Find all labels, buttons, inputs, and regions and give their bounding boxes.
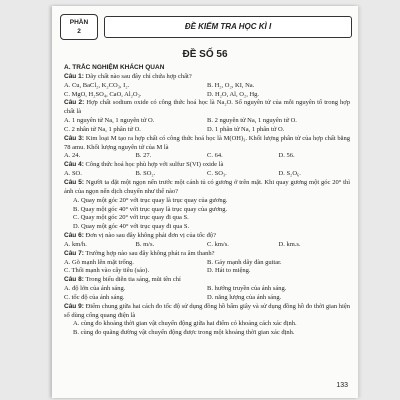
options <box>64 82 350 91</box>
question-9 <box>64 303 350 321</box>
options <box>64 267 350 276</box>
option-a: A. km/h. <box>64 240 87 248</box>
option-b: B. Gảy mạnh dây đàn guitar. <box>207 258 282 266</box>
option-c: C. 2 nhân tử Na, 1 phân tử O. <box>64 125 141 133</box>
question-label: Câu 8: <box>64 276 84 284</box>
question-label: Câu 9: <box>64 302 84 310</box>
options <box>64 152 350 161</box>
option-d: D. H₂O, Al, O₂, Hg. <box>207 90 260 98</box>
question-text: Điểm chung giữa hai cách đo tốc độ sử dụng đồng hồ bấm giây và sử dụng đồng hồ đo thời gian hiện số dùng cổng quang điện là <box>64 302 350 319</box>
question-text: Hợp chất sodium oxide có công thức hoá học là Na₂O. Số nguyên tử của mỗi nguyên tố trong hợp chất là <box>64 99 350 116</box>
option-c: C. MgO, H₂SO₄, CaO, Al₂O₃. <box>64 90 142 98</box>
question-label: Câu 6: <box>64 232 84 240</box>
question-text: Người ta đặt một ngọn nến trước một cánh tủ có gương ở trên mặt. Khi quay gương một góc 20° thì ảnh của ngọn nến dịch chuyển như thế nào? <box>64 178 351 195</box>
option-b: B. 2 nguyên tử Na, 1 nguyên tử O. <box>207 117 297 125</box>
option-d: D. 1 phân tử Na, 1 phân tử O. <box>207 125 285 133</box>
options <box>64 285 350 294</box>
question-6 <box>64 232 350 241</box>
question-2 <box>64 99 350 117</box>
option-a: A. 1 nguyên tử Na, 1 nguyên tử O. <box>64 117 155 125</box>
question-7 <box>64 250 350 259</box>
part-badge <box>60 14 98 40</box>
option-c: C. SO₃. <box>207 170 227 178</box>
option-b: B. m/s. <box>135 240 155 248</box>
option-d: D. Quay một góc 40° với trục quay đi qua S. <box>73 223 190 231</box>
option-d: D. km.s. <box>278 240 301 248</box>
option-d: D. 56. <box>278 152 295 160</box>
option-b: B. cùng đo quãng đường vật chuyển động được trong một khoảng thời gian xác định. <box>73 329 295 337</box>
question-5 <box>64 179 350 197</box>
question-3 <box>64 135 350 153</box>
options <box>64 294 350 303</box>
option-c: C. tốc độ của ánh sáng. <box>64 293 125 301</box>
option-a: A. Quay một góc 20° với trục quay là trục quay của gương. <box>73 196 228 204</box>
question-4 <box>64 161 350 170</box>
option-b: B. SO₂. <box>135 170 156 178</box>
question-text: Dãy chất nào sau đây chỉ chứa hợp chất? <box>85 72 192 80</box>
options <box>64 259 350 268</box>
question-text: Đơn vị nào sau đây không phải đơn vị của tốc độ? <box>85 232 217 240</box>
option-a: A. độ lớn của ánh sáng. <box>64 285 126 293</box>
question-text: Công thức hoá học phù hợp với sulfur S(VI) oxide là <box>85 161 224 169</box>
option-a: A. 24. <box>64 152 81 160</box>
question-text: Trong biểu diễn tia sáng, mũi tên chỉ <box>85 276 181 284</box>
options <box>64 126 350 135</box>
section-title: A. TRẮC NGHIỆM KHÁCH QUAN <box>64 64 165 71</box>
options <box>64 170 350 179</box>
question-text: Kim loại M tạo ra hợp chất có công thức hoá học là M(OH)₃. Khối lượng phân tử của hợp chất bằng 78 amu. Khối lượng nguyên tử của M là <box>64 134 350 151</box>
option-a: A. Gõ mạnh lên mặt trống. <box>64 258 134 266</box>
options <box>64 91 350 100</box>
question-label: Câu 4: <box>64 161 84 169</box>
question-8 <box>64 276 350 285</box>
option-d: D. Hát to miệng. <box>207 267 251 275</box>
option-c: C. 64. <box>207 152 223 160</box>
option-c: C. km/s. <box>207 240 229 248</box>
option-d: D. năng lượng của ánh sáng. <box>207 293 282 301</box>
option-c: C. Thổi mạnh vào cây tiêu (sáo). <box>64 267 150 275</box>
option-b: B. Quay một góc 40° với trục quay là trục quay của gương. <box>73 205 228 213</box>
option-d: D. S₂O₆. <box>278 170 301 178</box>
page-header <box>60 14 352 40</box>
options <box>64 241 350 250</box>
option-a: A. cùng đo khoảng thời gian vật chuyển động giữa hai điểm có khoảng cách xác định. <box>73 320 297 328</box>
option-a: A. SO. <box>64 170 82 178</box>
exam-title: ĐỀ SỐ 56 <box>182 49 228 60</box>
question-label: Câu 5: <box>64 178 85 186</box>
section-banner: ĐỀ KIỂM TRA HỌC KÌ I <box>104 16 352 38</box>
book-page <box>52 6 358 398</box>
question-text: Trường hợp nào sau đây không phát ra âm thanh? <box>85 249 215 257</box>
exam-content <box>64 64 350 338</box>
question-1 <box>64 73 350 82</box>
options <box>64 117 350 126</box>
part-label: PHẦN <box>69 19 89 26</box>
option-b: B. 27. <box>135 152 152 160</box>
question-label: Câu 3: <box>64 134 85 142</box>
option-b: B. hướng truyền của ánh sáng. <box>207 285 287 293</box>
question-label: Câu 7: <box>64 249 84 257</box>
option-a: A. Cu, BaCl₂, K₂CO₃, I₂. <box>64 81 130 89</box>
question-label: Câu 1: <box>64 72 84 80</box>
option-b: B. H₂, O₂, KI, Na. <box>207 81 255 89</box>
page-number: 133 <box>336 382 348 390</box>
option-c: C. Quay một góc 20° với trục quay đi qua S. <box>73 214 189 222</box>
part-number: 2 <box>77 28 81 35</box>
question-label: Câu 2: <box>64 99 85 107</box>
